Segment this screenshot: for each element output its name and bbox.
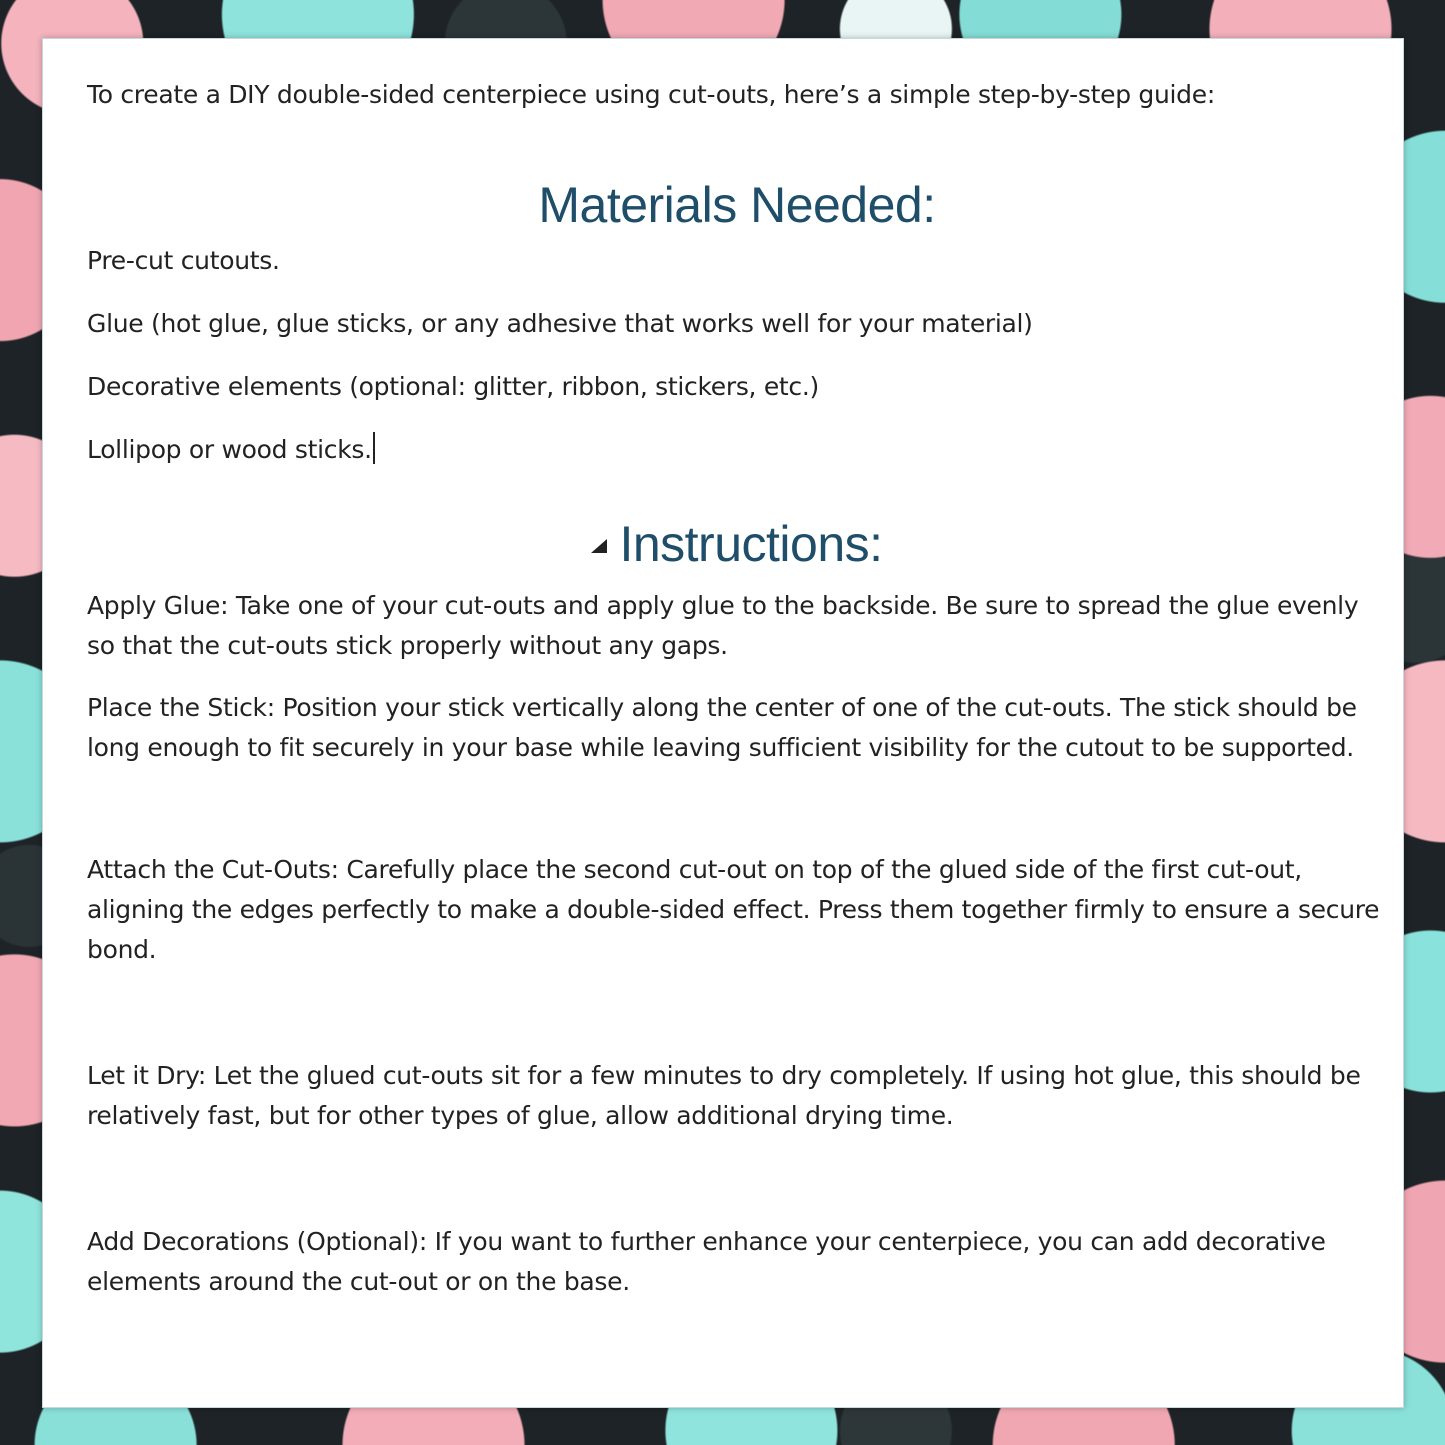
document-page[interactable] [42,38,1404,1408]
instruction-step: Apply Glue: Take one of your cut-outs and apply glue to the backside. Be sure to spread the glue evenly so that the cut-outs stick properly without any gaps. [87,591,1359,660]
material-item: Decorative elements (optional: glitter, ribbon, stickers, etc.) [87,372,819,401]
intro-paragraph: To create a DIY double-sided centerpiece using cut-outs, here’s a simple step-by-step guide: [87,80,1215,109]
material-item-with-caret[interactable] [87,430,1387,470]
instructions-heading [87,514,1387,574]
material-item-text: Lollipop or wood sticks. [87,435,372,464]
instructions-heading-text: Instructions: [619,516,883,572]
instruction-step: Add Decorations (Optional): If you want to further enhance your centerpiece, you can add decorative elements around the cut-out or on the base. [87,1227,1326,1296]
instruction-step: Attach the Cut-Outs: Carefully place the second cut-out on top of the glued side of the first cut-out, aligning the edges perfectly to make a double-sided effect. Press them together firmly to ensure a secure bond. [87,855,1380,964]
material-item: Glue (hot glue, glue sticks, or any adhesive that works well for your material) [87,309,1033,338]
instruction-step: Let it Dry: Let the glued cut-outs sit for a few minutes to dry completely. If using hot glue, this should be relatively fast, but for other types of glue, allow additional drying time. [87,1061,1361,1130]
materials-heading: Materials Needed: [538,177,936,233]
material-item: Pre-cut cutouts. [87,246,280,275]
collapse-triangle-icon[interactable] [591,539,607,553]
text-cursor [373,432,375,464]
instruction-step: Place the Stick: Position your stick vertically along the center of one of the cut-outs. The stick should be long enough to fit securely in your base while leaving sufficient visibility for the cutout to be supported. [87,693,1357,762]
